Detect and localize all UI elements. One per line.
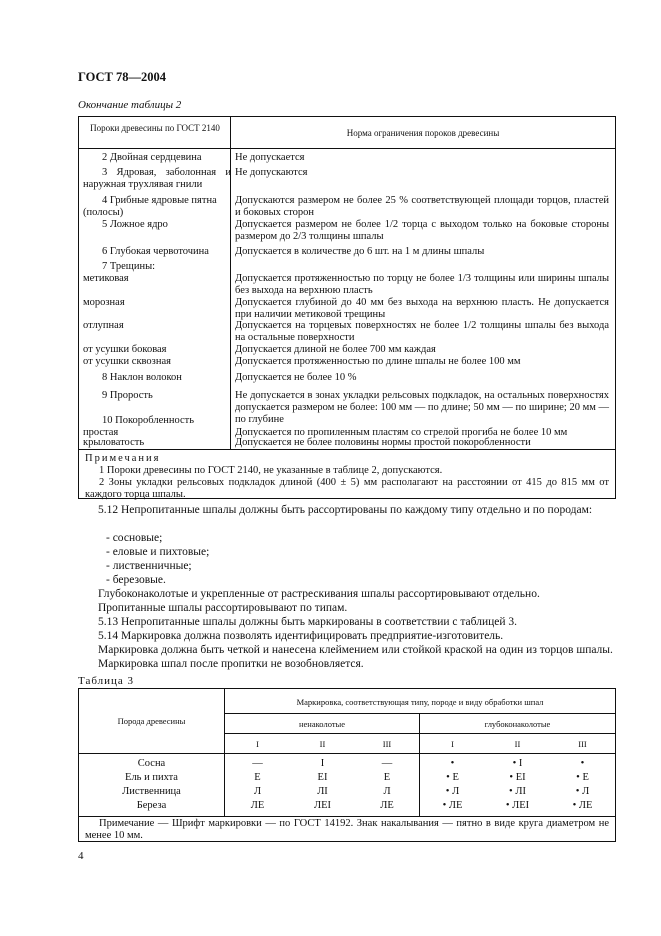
table3-type: II [319, 739, 326, 749]
defect-cell: 3 Ядровая, заболонная и наружная трухлявая гнили [83, 167, 231, 190]
defect-cell: метиковая [83, 273, 129, 284]
table3-value: Е [383, 772, 391, 783]
paragraph-marking: Маркировка должна быть четкой и нанесена клеймением или стойкой краской на один из торцов шпалы. [98, 644, 613, 656]
paragraph-impregnated: Пропитанные шпалы рассортировывают по типам. [98, 602, 348, 614]
table3-note: Примечание — Шрифт маркировки — по ГОСТ 14192. Знак накалывания — пятно в виде круга диаметром не менее 10 мм. [85, 818, 609, 841]
table3-value: • ЛЕ [572, 800, 593, 811]
table2 [78, 116, 616, 499]
defect-cell: от усушки боковая [83, 344, 167, 355]
norm-cell: Не допускается [235, 152, 305, 163]
defect-cell: 2 Двойная сердцевина [102, 152, 202, 163]
table3-type: III [382, 739, 392, 749]
table3-value: ЛЕI [313, 800, 332, 811]
document-title: ГОСТ 78—2004 [78, 70, 167, 84]
table3-value: • Л [445, 786, 460, 797]
paragraph-after-impregnation: Маркировка шпал после пропитки не возобновляется. [98, 658, 364, 670]
paragraph-deep-pricked: Глубоконаколотые и укрепленные от растрескивания шпалы рассортировывают отдельно. [98, 588, 540, 600]
defect-cell: 9 Прорость [102, 390, 153, 401]
norm-cell: Допускается не более половины нормы простой покоробленности [235, 437, 531, 448]
norm-cell: Допускается не более 10 % [235, 372, 357, 383]
norm-cell: Допускается в количестве до 6 шт. на 1 м длины шпалы [235, 246, 485, 257]
norm-cell: Допускается по пропиленным пластям со стрелой прогиба не более 10 мм [235, 427, 568, 438]
table3-header-marking: Маркировка, соответствующая типу, породе и виду обработки шпал [296, 697, 544, 707]
table3-value: ЛЕ [380, 800, 394, 811]
defect-cell: 7 Трещины: [102, 261, 156, 272]
species-list-item: - сосновые; [106, 532, 163, 544]
defect-cell: морозная [83, 297, 125, 308]
table3-header-species: Порода древесины [117, 716, 186, 726]
table3-value: ЛI [317, 786, 328, 797]
table3-value: • ЛI [509, 786, 526, 797]
table3-group-unpricked: ненаколотые [298, 719, 346, 729]
species-list-item: - березовые. [106, 574, 166, 586]
defect-cell: 10 Покоробленность [102, 415, 195, 426]
table2-header-defects: Пороки древесины по ГОСТ 2140 [90, 123, 220, 133]
table2-notes-divider [79, 449, 615, 450]
norm-cell: Допускается длиной не более 700 мм каждая [235, 344, 436, 355]
defect-cell: 6 Глубокая червоточина [102, 246, 209, 257]
table2-caption: Окончание таблицы 2 [78, 99, 182, 111]
table3-value: • ЕI [509, 772, 526, 783]
table3-type: I [451, 739, 454, 749]
table3-value: • Е [446, 772, 459, 783]
table3-gridline [79, 753, 615, 754]
defect-cell: 8 Наклон волокон [102, 372, 182, 383]
species-list-item: - лиственничные; [106, 560, 192, 572]
table3-species: Лиственница [122, 786, 181, 797]
defect-cell: простая [83, 427, 119, 438]
table3-species: Береза [136, 800, 167, 811]
table3-value: • [580, 758, 585, 769]
table3-value: — [381, 758, 393, 769]
table3-type: II [514, 739, 521, 749]
paragraph-5-13: 5.13 Непропитанные шпалы должны быть маркированы в соответствии с таблицей 3. [98, 616, 518, 628]
table3-type: I [256, 739, 259, 749]
table2-note: 2 Зоны укладки рельсовых подкладок длиной (400 ± 5) мм располагают на расстоянии от 415 до 815 мм от каждого торца шпалы. [85, 477, 609, 500]
table3-value: • ЛЕ [442, 800, 463, 811]
table3-type: III [578, 739, 587, 749]
table2-header-norm: Норма ограничения пороков древесины [346, 128, 500, 138]
table3-gridline [79, 816, 615, 817]
table3-value: I [320, 758, 325, 769]
table3-value: • ЛЕI [505, 800, 530, 811]
page-number: 4 [78, 850, 84, 862]
paragraph-5-12: 5.12 Непропитанные шпалы должны быть рассортированы по каждому типу отдельно и по породам: [98, 504, 593, 516]
defect-cell: крыловатость [83, 437, 145, 448]
norm-cell: Допускается размером не более 1/2 торца с выходом только на боковые стороны размером до 2/3 толщины шпалы [235, 219, 609, 242]
table3-group-deep-pricked: глубоконаколотые [484, 719, 551, 729]
table2-header-divider [79, 148, 615, 149]
norm-cell: Допускается протяженностью по торцу не более 1/3 толщины или ширины шпалы без выхода на верхнюю пласть [235, 273, 609, 296]
defect-cell: 5 Ложное ядро [102, 219, 168, 230]
paragraph-5-14: 5.14 Маркировка должна позволять идентифицировать предприятие-изготовитель. [98, 630, 504, 642]
table3 [78, 688, 616, 842]
species-list-item: - еловые и пихтовые; [106, 546, 210, 558]
norm-cell: Не допускаются [235, 167, 308, 178]
defect-cell: отлупная [83, 320, 124, 331]
table2-note: 1 Пороки древесины по ГОСТ 2140, не указанные в таблице 2, допускаются. [99, 465, 443, 476]
norm-cell: Допускаются размером не более 25 % соответствующей площади торцов, пластей и боковых сторон [235, 195, 609, 218]
norm-cell: Допускается протяженностью по длине шпалы не более 100 мм [235, 356, 521, 367]
table3-value: Л [253, 786, 262, 797]
table3-value: Л [383, 786, 391, 797]
defect-cell: 4 Грибные ядровые пятна (полосы) [83, 195, 217, 218]
table3-value: • Е [576, 772, 589, 783]
norm-cell: Допускается глубиной до 40 мм без выхода на верхнюю пласть. Не допускается при наличии метиковой трещины [235, 297, 609, 320]
norm-cell: Допускается на торцевых поверхностях не более 1/2 толщины шпалы без выхода на остальные поверхности [235, 320, 609, 343]
table3-value: Е [254, 772, 261, 783]
table3-species: Сосна [137, 758, 166, 769]
table3-value: ЕI [317, 772, 328, 783]
table3-caption: Таблица 3 [78, 675, 135, 687]
table3-value: • [450, 758, 455, 769]
table3-value: • Л [575, 786, 590, 797]
table3-species: Ель и пихта [125, 772, 178, 783]
defect-cell: от усушки сквозная [83, 356, 171, 367]
table2-notes-title: Примечания [85, 453, 161, 464]
table3-value: — [252, 758, 263, 769]
norm-cell: Не допускается в зонах укладки рельсовых подкладок, на остальных поверхностях допускается размером не более: 100 мм — по длине; 50 мм — по ширине; 20 мм — по глубине [235, 390, 609, 425]
table3-value: ЛЕ [250, 800, 265, 811]
table3-value: • I [512, 758, 523, 769]
